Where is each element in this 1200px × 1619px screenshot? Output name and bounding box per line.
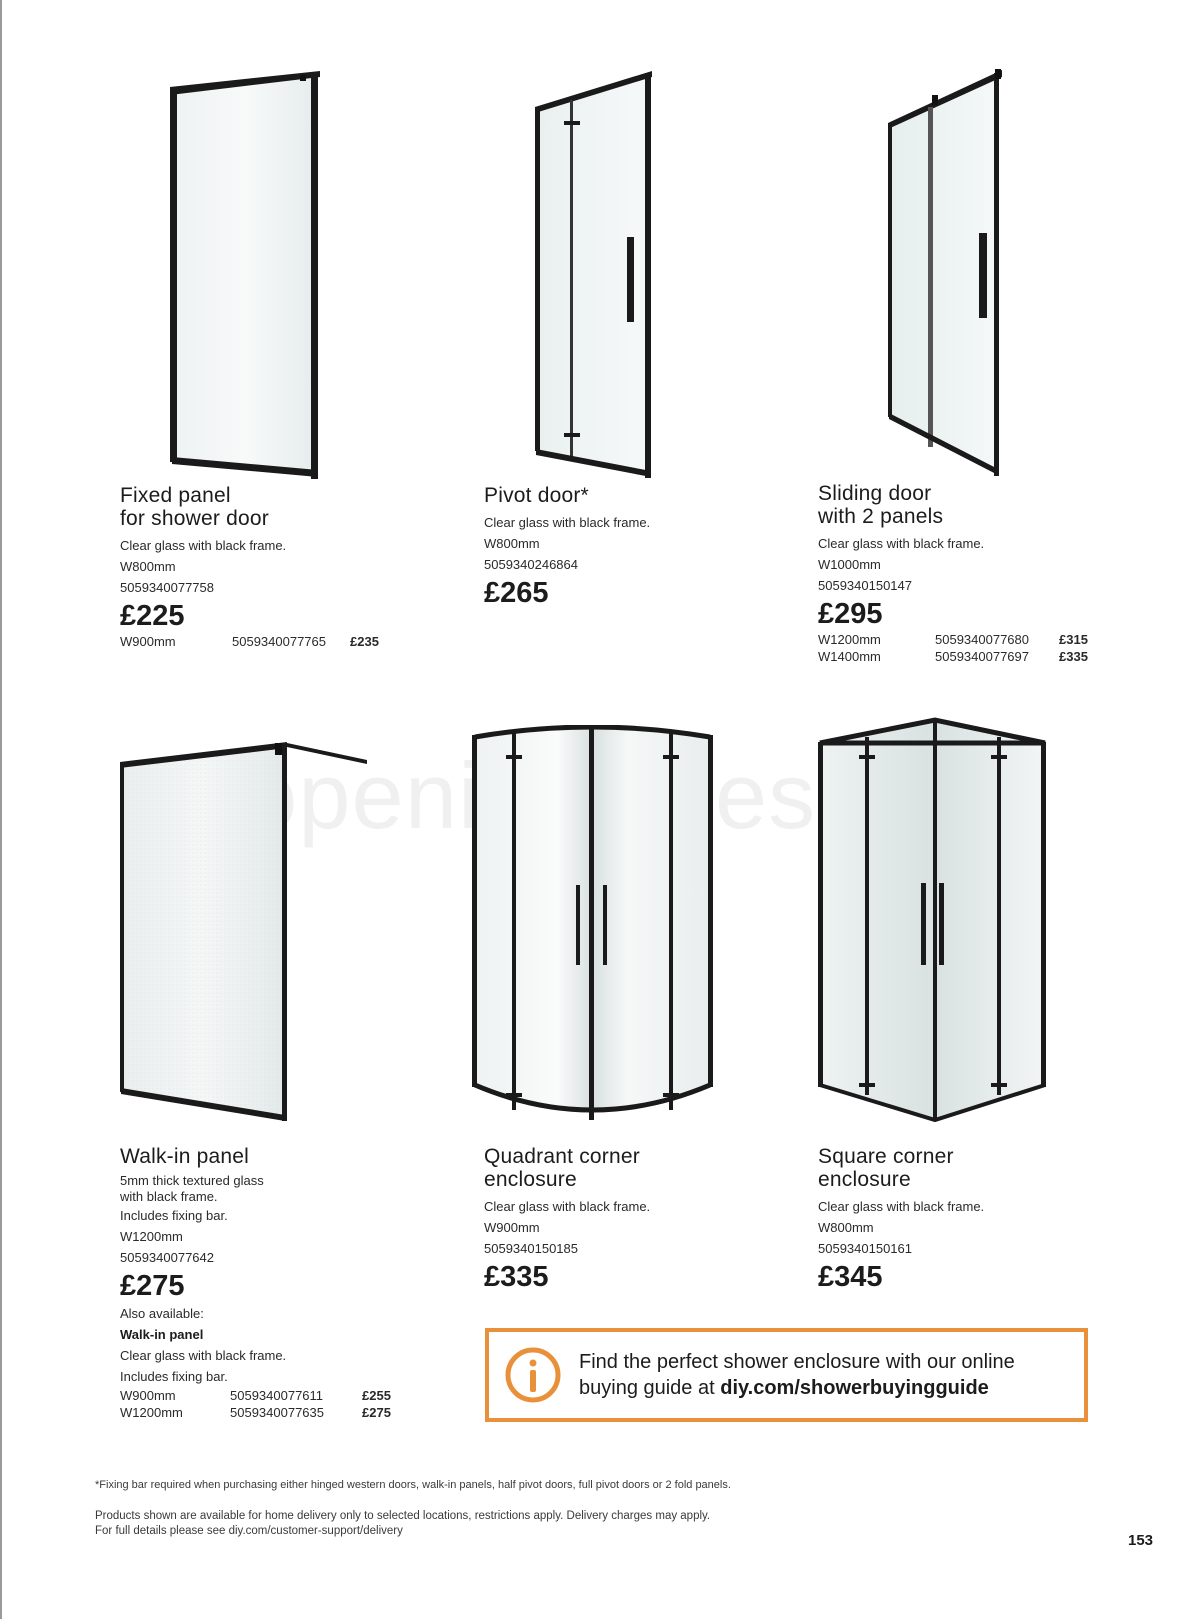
product-width: W900mm	[484, 1220, 540, 1235]
product-width: W1000mm	[818, 557, 881, 572]
product-ean: 5059340077642	[120, 1250, 214, 1265]
product-width: W800mm	[120, 559, 176, 574]
buying-guide-link[interactable]: diy.com/showerbuyingguide	[720, 1377, 989, 1399]
product-price: £345	[818, 1261, 883, 1293]
product-title	[120, 484, 420, 530]
title-line-1: Quadrant corner	[484, 1145, 640, 1168]
variant-row	[120, 1404, 440, 1421]
product-width: W1200mm	[120, 1229, 183, 1244]
fixed-panel-image	[160, 65, 330, 485]
description-line-1: 5mm thick textured glass	[120, 1173, 264, 1188]
variant-size: W900mm	[120, 1388, 176, 1403]
info-icon	[503, 1345, 563, 1405]
product-price: £265	[484, 577, 549, 609]
variant-ean: 5059340077680	[935, 632, 1029, 647]
product-price: £275	[120, 1270, 185, 1302]
title-line-1: Square corner	[818, 1145, 954, 1168]
product-price: £295	[818, 598, 883, 630]
variant-price: £235	[350, 634, 379, 649]
title-line-1: Sliding door	[818, 482, 932, 505]
product-description: Clear glass with black frame.	[818, 536, 985, 551]
variant-price: £255	[362, 1388, 391, 1403]
title-line-2: enclosure	[484, 1168, 577, 1191]
variant-price: £275	[362, 1405, 391, 1420]
product-price: £225	[120, 600, 185, 632]
product-width: W800mm	[484, 536, 540, 551]
variant-price: £335	[1059, 649, 1088, 664]
disclaimer-line-2: For full details please see diy.com/customer-support/delivery	[95, 1525, 403, 1537]
variant-row	[120, 633, 420, 650]
also-available-includes: Includes fixing bar.	[120, 1369, 228, 1384]
also-available-description: Clear glass with black frame.	[120, 1348, 287, 1363]
page-edge	[0, 0, 2, 1619]
title-line-1: Fixed panel	[120, 484, 231, 507]
product-width: W800mm	[818, 1220, 874, 1235]
variant-size: W1200mm	[120, 1405, 183, 1420]
variant-size: W1200mm	[818, 632, 881, 647]
disclaimer-line-1: Products shown are available for home delivery only to selected locations, restrictions apply. Delivery charges may apply.	[95, 1510, 711, 1522]
walk-in-panel-image	[115, 735, 375, 1125]
variant-row	[120, 1387, 440, 1404]
product-title: Pivot door*	[484, 484, 589, 507]
product-quadrant-enclosure	[484, 1145, 804, 1294]
product-sliding-door	[818, 482, 1118, 665]
sliding-door-image	[880, 65, 1010, 485]
product-description	[120, 1173, 440, 1205]
buying-guide-callout	[485, 1328, 1088, 1422]
product-ean: 5059340150185	[484, 1241, 578, 1256]
product-title	[818, 482, 1118, 528]
callout-line-1: Find the perfect shower enclosure with our online	[579, 1351, 1015, 1373]
product-includes: Includes fixing bar.	[120, 1208, 228, 1223]
callout-line-2	[579, 1375, 1015, 1401]
product-description: Clear glass with black frame.	[818, 1199, 985, 1214]
variant-ean: 5059340077765	[232, 634, 326, 649]
title-line-2: for shower door	[120, 507, 269, 530]
variant-ean: 5059340077635	[230, 1405, 324, 1420]
callout-text	[579, 1349, 1015, 1401]
title-line-2: enclosure	[818, 1168, 911, 1191]
product-ean: 5059340077758	[120, 580, 214, 595]
product-description: Clear glass with black frame.	[484, 1199, 651, 1214]
variant-ean: 5059340077697	[935, 649, 1029, 664]
title-line-2: with 2 panels	[818, 505, 944, 528]
fixing-bar-footnote: *Fixing bar required when purchasing either hinged western doors, walk-in panels, half pivot doors, full pivot doors or 2 fold panels.	[95, 1479, 731, 1491]
delivery-disclaimer	[95, 1509, 710, 1539]
pivot-door-image	[530, 65, 660, 485]
product-ean: 5059340150161	[818, 1241, 912, 1256]
product-title	[818, 1145, 1138, 1191]
product-title: Walk-in panel	[120, 1145, 250, 1168]
page-number: 153	[1128, 1532, 1154, 1549]
variant-row	[818, 648, 1118, 665]
also-available-title: Walk-in panel	[120, 1327, 204, 1342]
square-enclosure-image	[815, 715, 1050, 1125]
product-pivot-door	[484, 484, 784, 610]
also-available-label: Also available:	[120, 1306, 204, 1321]
product-price: £335	[484, 1261, 549, 1293]
product-title	[484, 1145, 804, 1191]
variant-row	[818, 631, 1118, 648]
description-line-2: with black frame.	[120, 1189, 218, 1204]
callout-prefix: buying guide at	[579, 1377, 721, 1399]
quadrant-enclosure-image	[470, 725, 715, 1125]
product-description: Clear glass with black frame.	[120, 538, 287, 553]
product-description: Clear glass with black frame.	[484, 515, 651, 530]
product-fixed-panel	[120, 484, 420, 650]
variant-price: £315	[1059, 632, 1088, 647]
product-ean: 5059340246864	[484, 557, 578, 572]
product-walk-in-panel	[120, 1145, 440, 1421]
product-ean: 5059340150147	[818, 578, 912, 593]
variant-size: W1400mm	[818, 649, 881, 664]
product-square-enclosure	[818, 1145, 1138, 1294]
variant-size: W900mm	[120, 634, 176, 649]
variant-ean: 5059340077611	[230, 1388, 324, 1403]
